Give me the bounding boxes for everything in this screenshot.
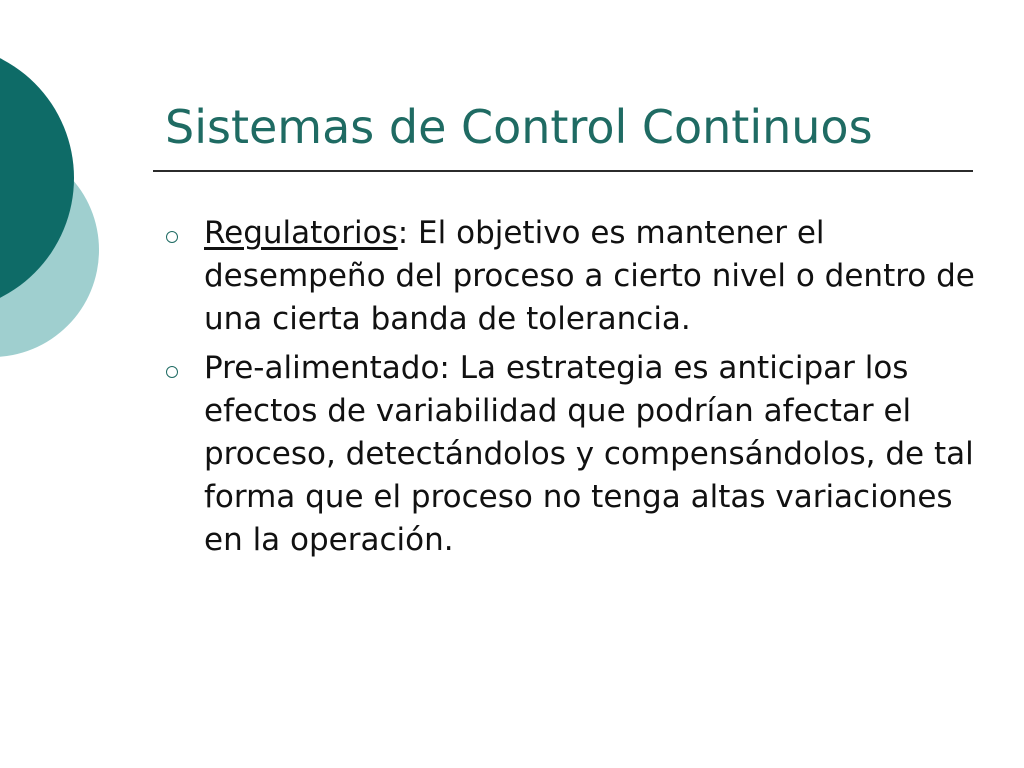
title-divider	[153, 170, 973, 172]
bullet-list	[166, 212, 976, 568]
bullet-item	[166, 347, 976, 562]
bullet-text	[204, 347, 976, 562]
bullet-item	[166, 212, 976, 341]
slide-title: Sistemas de Control Continuos	[165, 100, 873, 154]
decorative-circles	[0, 0, 140, 420]
circle-bullet-icon	[166, 231, 178, 243]
circle-bullet-icon	[166, 366, 178, 378]
bullet-text	[204, 212, 976, 341]
bullet-term: Regulatorios	[204, 215, 398, 251]
bullet-body: Pre-alimentado: La estrategia es anticipar los efectos de variabilidad que podrían afectar el proceso, detectándolos y compensándolos, de tal forma que el proceso no tenga altas variaciones en la operación.	[204, 350, 974, 558]
bullet-body: : El objetivo es mantener el desempeño del proceso a cierto nivel o dentro de una cierta banda de tolerancia.	[204, 215, 975, 337]
